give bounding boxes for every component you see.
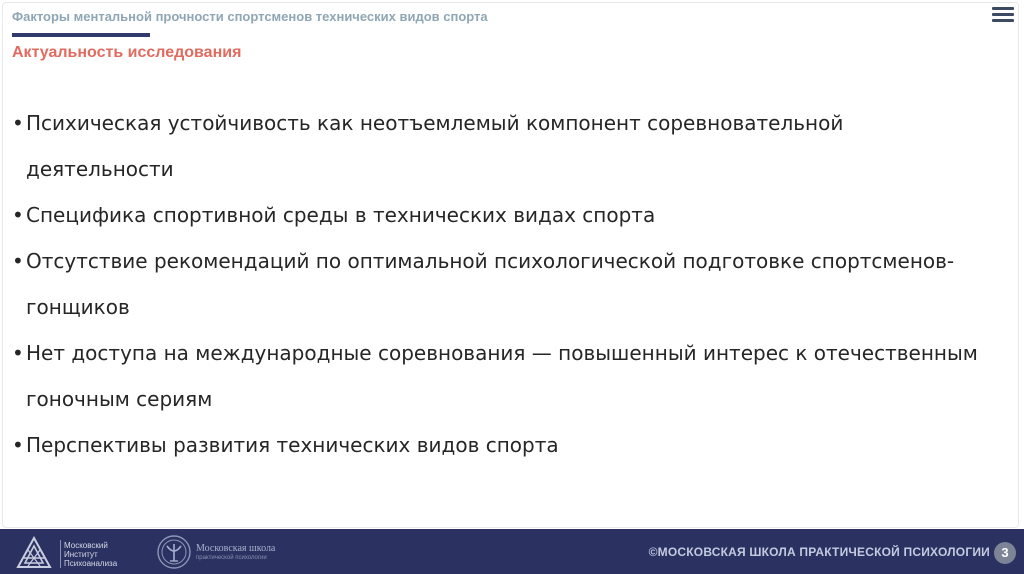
bullet-text-line: гоночным сериям: [26, 387, 213, 411]
bullet-list: [12, 100, 1012, 468]
institute-logo-text: [64, 541, 117, 568]
list-item: [12, 422, 1012, 468]
list-item: [12, 192, 1012, 238]
bullet-text-line: Психическая устойчивость как неотъемлемый компонент соревновательной: [26, 111, 844, 135]
logo-line: Институт: [64, 550, 98, 559]
bullet-text-line: Специфика спортивной среды в технических видах спорта: [26, 203, 656, 227]
bullet-symbol: •: [12, 341, 24, 365]
bullet-symbol: •: [12, 111, 24, 135]
bullet-text-line: Перспективы развития технических видов спорта: [26, 433, 559, 457]
bullet-symbol: •: [12, 203, 24, 227]
logo-line: Психоанализа: [64, 559, 118, 568]
presentation-title: Факторы ментальной прочности спортсменов технических видов спорта: [12, 9, 488, 24]
institute-logo-icon: [16, 536, 52, 570]
school-logo-subtitle: практической психологии: [196, 555, 267, 561]
bullet-text-line: Нет доступа на международные соревнования — повышенный интерес к отечественным: [26, 341, 978, 365]
list-item: [12, 330, 1012, 422]
hamburger-menu-icon[interactable]: [992, 7, 1014, 23]
bullet-text-line: деятельности: [26, 157, 174, 181]
page-number-badge: 3: [994, 542, 1016, 564]
section-heading: Актуальность исследования: [12, 44, 242, 61]
school-logo-name: Московская школа: [196, 543, 276, 554]
logo-divider: [60, 540, 61, 568]
copyright-text: ©МОСКОВСКАЯ ШКОЛА ПРАКТИЧЕСКОЙ ПСИХОЛОГИИ: [648, 545, 990, 559]
school-emblem-icon: [156, 534, 192, 570]
list-item: [12, 100, 1012, 192]
logo-line: Московский: [64, 541, 108, 550]
bullet-text-line: Отсутствие рекомендаций по оптимальной психологической подготовке спортсменов-: [26, 249, 955, 273]
bullet-text-line: гонщиков: [26, 295, 130, 319]
bullet-symbol: •: [12, 249, 24, 273]
list-item: [12, 238, 1012, 330]
title-underline: [12, 33, 150, 37]
bullet-symbol: •: [12, 433, 24, 457]
